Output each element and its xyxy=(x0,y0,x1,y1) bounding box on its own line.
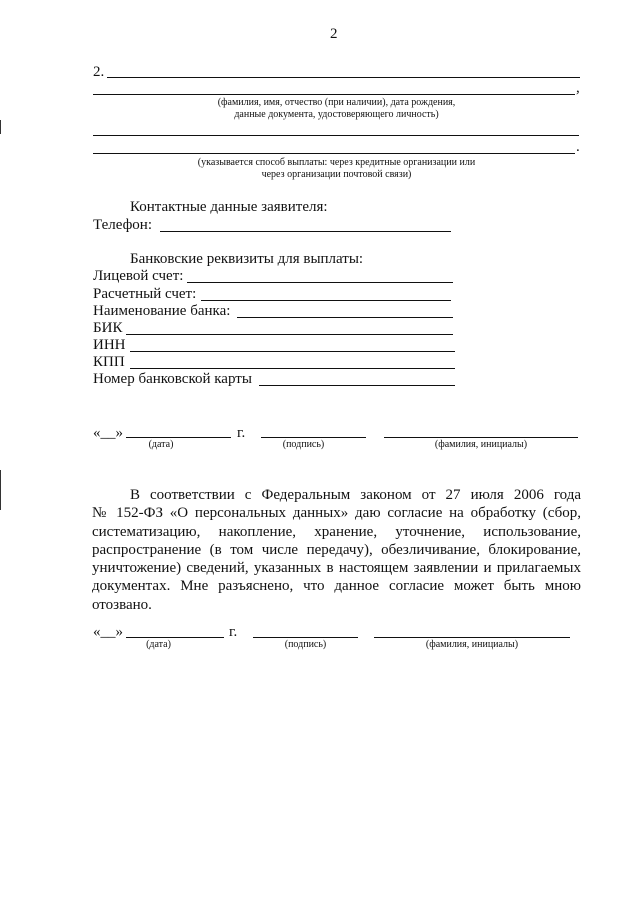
kpp-label: КПП xyxy=(93,354,125,370)
signature-field-line[interactable] xyxy=(253,637,358,638)
period: . xyxy=(576,139,580,155)
comma: , xyxy=(576,80,580,96)
consent-paragraph xyxy=(92,486,581,614)
caption-payment-line2: через организации почтовой связи) xyxy=(261,169,412,180)
caption-name-line1: (фамилия, имя, отчество (при наличии), дата рождения, xyxy=(217,97,456,108)
payment-field-line[interactable] xyxy=(93,135,579,136)
date-caption: (дата) xyxy=(146,639,171,650)
date-caption: (дата) xyxy=(148,439,174,450)
year-suffix: г. xyxy=(237,425,246,441)
date-field-line[interactable] xyxy=(126,637,224,638)
consent-line: систематизацию, накопление, хранение, уточнение, использование, xyxy=(92,523,581,540)
signature-caption: (подпись) xyxy=(284,639,327,650)
consent-line: отозвано. xyxy=(92,596,152,613)
bank-name-field-line[interactable] xyxy=(237,317,453,318)
full-name-field-line[interactable] xyxy=(384,437,578,438)
date-field-line[interactable] xyxy=(126,437,231,438)
item-number: 2. xyxy=(93,64,105,80)
signature-field-line[interactable] xyxy=(261,437,366,438)
bik-label: БИК xyxy=(93,320,123,336)
name-field-line[interactable] xyxy=(93,94,575,95)
date-quote: «__» xyxy=(93,624,123,640)
page-number: 2 xyxy=(330,26,338,42)
scan-mark xyxy=(0,120,1,134)
inn-field-line[interactable] xyxy=(130,351,455,352)
card-number-field-line[interactable] xyxy=(259,385,455,386)
consent-line: № 152-ФЗ «О персональных данных» даю согласие на обработку (сбор, xyxy=(92,505,581,522)
account-label: Лицевой счет: xyxy=(93,268,184,284)
bik-field-line[interactable] xyxy=(126,334,453,335)
full-name-caption: (фамилия, инициалы) xyxy=(434,439,528,450)
bank-heading: Банковские реквизиты для выплаты: xyxy=(130,251,364,267)
signature-caption: (подпись) xyxy=(282,439,325,450)
contacts-heading: Контактные данные заявителя: xyxy=(130,199,328,215)
phone-field-line[interactable] xyxy=(160,231,451,232)
card-number-label: Номер банковской карты xyxy=(93,371,252,387)
inn-label: ИНН xyxy=(93,337,126,353)
full-name-caption: (фамилия, инициалы) xyxy=(425,639,519,650)
payment-field-line[interactable] xyxy=(93,153,575,154)
caption-payment-line1: (указывается способ выплаты: через кредитные организации или xyxy=(197,157,476,168)
bank-name-label: Наименование банка: xyxy=(93,303,231,319)
date-quote: «__» xyxy=(93,425,123,441)
consent-line: уничтожение) сведений, указанных в настоящем заявлении и прилагаемых xyxy=(92,560,581,577)
year-suffix: г. xyxy=(229,624,238,640)
scan-mark xyxy=(0,470,1,510)
settlement-account-field-line[interactable] xyxy=(201,300,451,301)
consent-line: распространение (в том числе передачу), обезличивание, блокирование, xyxy=(92,541,581,558)
consent-line: В соответствии с Федеральным законом от 27 июля 2006 года xyxy=(130,487,581,503)
kpp-field-line[interactable] xyxy=(130,368,455,369)
caption-name-line2: данные документа, удостоверяющего личность) xyxy=(234,109,439,120)
consent-line: документах. Мне разъяснено, что данное согласие может быть мною xyxy=(92,578,581,595)
settlement-account-label: Расчетный счет: xyxy=(93,286,197,302)
phone-label: Телефон: xyxy=(93,217,152,233)
full-name-field-line[interactable] xyxy=(374,637,570,638)
name-field-line[interactable] xyxy=(107,77,580,78)
account-field-line[interactable] xyxy=(187,282,453,283)
